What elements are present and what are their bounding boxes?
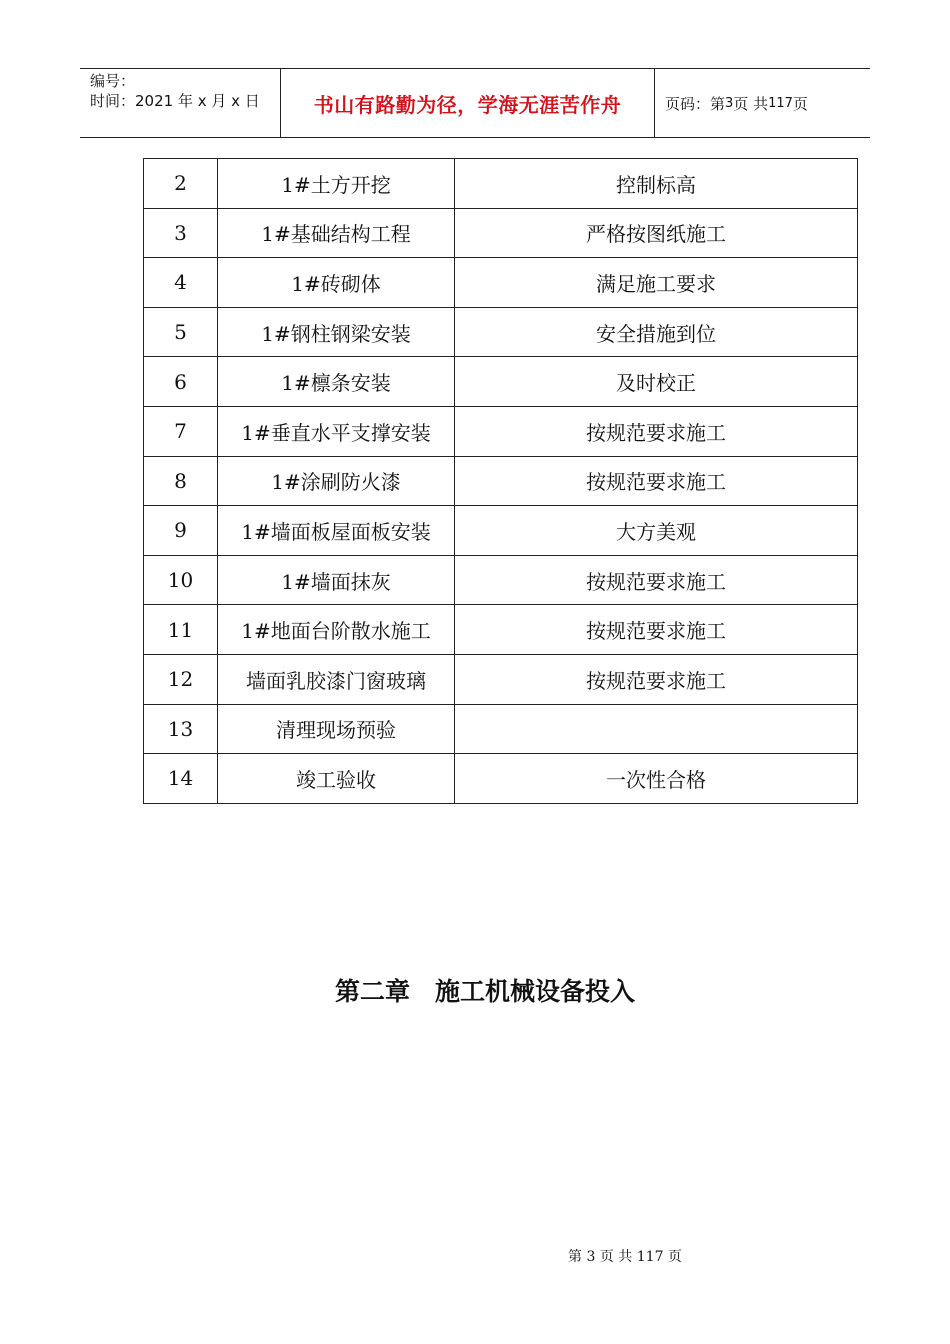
work-item-cell: 竣工验收 [218,754,455,804]
row-number-cell: 5 [144,307,218,357]
header-motto: 书山有路勤为径，学海无涯苦作舟 [281,69,655,137]
table-row [144,555,858,605]
requirement-cell: 满足施工要求 [455,258,858,308]
table-row [144,258,858,308]
row-number-cell: 12 [144,654,218,704]
work-item-cell: 1#檩条安装 [218,357,455,407]
requirement-cell: 控制标高 [455,159,858,209]
row-number-cell: 10 [144,555,218,605]
requirement-cell: 大方美观 [455,506,858,556]
row-number-cell: 6 [144,357,218,407]
page-mid: 页 共 [733,94,769,113]
work-item-cell: 1#墙面抹灰 [218,555,455,605]
row-number-cell: 3 [144,208,218,258]
work-item-cell: 墙面乳胶漆门窗玻璃 [218,654,455,704]
work-item-cell: 清理现场预验 [218,704,455,754]
requirement-cell: 安全措施到位 [455,307,858,357]
work-item-cell: 1#墙面板屋面板安装 [218,506,455,556]
requirement-cell: 按规范要求施工 [455,555,858,605]
row-number-cell: 7 [144,406,218,456]
page-current: 3 [725,95,734,111]
row-number-cell: 2 [144,159,218,209]
page-header [80,68,870,138]
table-row [144,357,858,407]
row-number-cell: 4 [144,258,218,308]
table-row [144,406,858,456]
table-row [144,307,858,357]
document-date: 时间：2021 年 x 月 x 日 [90,92,260,110]
table-row [144,506,858,556]
page-footer: 第 3 页 共 117 页 [568,1249,682,1265]
row-number-cell: 13 [144,704,218,754]
requirement-cell: 及时校正 [455,357,858,407]
row-number-cell: 11 [144,605,218,655]
requirement-cell: 一次性合格 [455,754,858,804]
requirement-cell: 按规范要求施工 [455,456,858,506]
page-suffix: 页 [792,94,808,113]
table-row [144,654,858,704]
work-item-cell: 1#砖砌体 [218,258,455,308]
requirement-cell: 按规范要求施工 [455,406,858,456]
page-prefix: 页码：第 [665,94,726,113]
requirement-cell: 严格按图纸施工 [455,208,858,258]
work-item-cell: 1#涂刷防火漆 [218,456,455,506]
requirement-cell: 按规范要求施工 [455,654,858,704]
work-item-cell: 1#基础结构工程 [218,208,455,258]
construction-plan-table [143,158,858,804]
table-row [144,208,858,258]
row-number-cell: 8 [144,456,218,506]
table-row [144,605,858,655]
work-item-cell: 1#土方开挖 [218,159,455,209]
document-number-label: 编号： [90,72,136,90]
requirement-cell: 按规范要求施工 [455,605,858,655]
work-item-cell: 1#地面台阶散水施工 [218,605,455,655]
chapter-title: 第二章 施工机械设备投入 [334,977,635,1006]
work-item-cell: 1#垂直水平支撑安装 [218,406,455,456]
table-row [144,704,858,754]
requirement-cell [455,704,858,754]
page-total: 117 [768,95,793,111]
plan-table-body [144,159,858,804]
work-item-cell: 1#钢柱钢梁安装 [218,307,455,357]
table-row [144,159,858,209]
table-row [144,456,858,506]
header-page-info [655,69,870,137]
header-meta [80,69,281,137]
table-row [144,754,858,804]
row-number-cell: 9 [144,506,218,556]
row-number-cell: 14 [144,754,218,804]
